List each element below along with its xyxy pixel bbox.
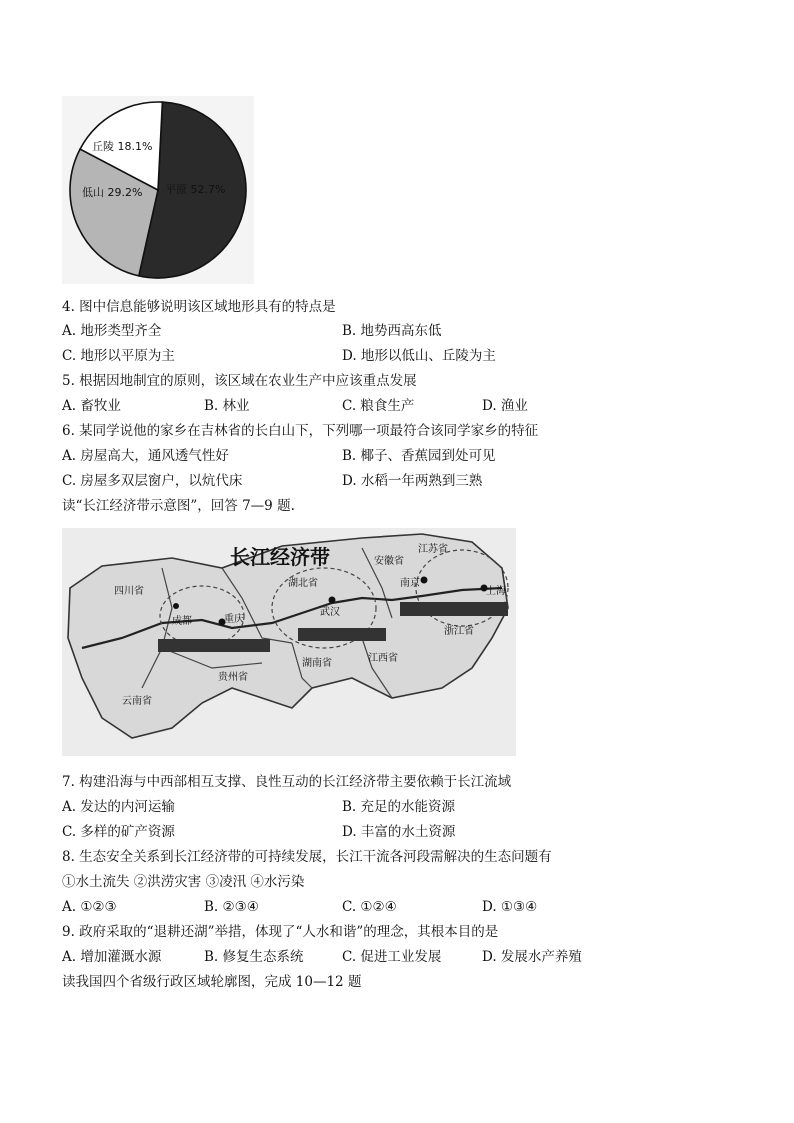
belt-bar-middle [298, 628, 386, 641]
label-jiangsu: 江苏省 [418, 544, 448, 555]
label-anhui: 安徽省 [374, 556, 404, 567]
nanjing-marker [421, 577, 428, 584]
q9-option-c: C. 促进工业发展 [342, 949, 442, 965]
label-jiangxi: 江西省 [368, 653, 398, 664]
q6-option-a: A. 房屋高大，通风透气性好 [62, 448, 229, 464]
intro-questions-7-9: 读“长江经济带示意图”，回答 7—9 题. [62, 498, 295, 514]
q5-option-a: A. 畜牧业 [62, 398, 121, 414]
q8-option-b: B. ②③④ [204, 899, 259, 915]
label-wuhan: 武汉 [320, 607, 340, 618]
q8-items: ①水土流失 ②洪涝灾害 ③凌汛 ④水污染 [62, 874, 305, 890]
q7-option-d: D. 丰富的水土资源 [342, 824, 456, 840]
pie-label-plain: 平原 52.7% [165, 183, 226, 196]
q4-option-a: A. 地形类型齐全 [62, 323, 162, 339]
belt-bar-east [400, 602, 508, 616]
label-sichuan: 四川省 [114, 586, 144, 597]
yangtze-economic-belt-map [62, 528, 516, 756]
q9-option-b: B. 修复生态系统 [204, 949, 304, 965]
label-chongqing: 重庆 [224, 614, 244, 625]
label-zhejiang: 浙江省 [444, 626, 474, 637]
q9-option-a: A. 增加灌溉水源 [62, 949, 162, 965]
q7-option-a: A. 发达的内河运输 [62, 799, 175, 815]
q8-option-d: D. ①③④ [482, 899, 538, 915]
pie-label-hill: 丘陵 18.1% [92, 140, 153, 153]
q5-option-c: C. 粮食生产 [342, 398, 415, 414]
label-chengdu: 成都 [172, 616, 192, 627]
label-nanjing: 南京 [400, 578, 420, 589]
map-svg [62, 528, 516, 756]
question-5-stem: 5. 根据因地制宜的原则，该区域在农业生产中应该重点发展 [62, 373, 417, 389]
question-7-stem: 7. 构建沿海与中西部相互支撑、良性互动的长江经济带主要依赖于长江流域 [62, 774, 512, 790]
question-6-stem: 6. 某同学说他的家乡在吉林省的长白山下，下列哪一项最符合该同学家乡的特征 [62, 423, 539, 439]
label-guizhou: 贵州省 [218, 672, 248, 683]
pie-chart-figure [62, 96, 254, 284]
label-hunan: 湖南省 [302, 658, 332, 669]
wuhan-marker [329, 597, 336, 604]
q9-option-d: D. 发展水产养殖 [482, 949, 582, 965]
q5-option-b: B. 林业 [204, 398, 250, 414]
q6-option-d: D. 水稻一年两熟到三熟 [342, 473, 483, 489]
label-shanghai: 上海 [486, 586, 506, 597]
belt-bar-west [158, 639, 270, 652]
label-hubei: 湖北省 [288, 578, 318, 589]
q7-option-b: B. 充足的水能资源 [342, 799, 456, 815]
q4-option-d: D. 地形以低山、丘陵为主 [342, 348, 496, 364]
terrain-pie-chart [62, 96, 254, 284]
map-title: 长江经济带 [230, 545, 330, 569]
question-8-stem: 8. 生态安全关系到长江经济带的可持续发展，长江干流各河段需解决的生态问题有 [62, 849, 552, 865]
q8-option-c: C. ①②④ [342, 899, 397, 915]
intro-questions-10-12: 读我国四个省级行政区域轮廓图，完成 10—12 题 [62, 974, 362, 990]
q4-option-b: B. 地势西高东低 [342, 323, 442, 339]
q6-option-c: C. 房屋多双层窗户，以炕代床 [62, 473, 243, 489]
q6-option-b: B. 椰子、香蕉园到处可见 [342, 448, 496, 464]
q4-option-c: C. 地形以平原为主 [62, 348, 175, 364]
label-yunnan: 云南省 [122, 696, 152, 707]
q5-option-d: D. 渔业 [482, 398, 528, 414]
pie-label-lowmountain: 低山 29.2% [82, 186, 143, 199]
question-9-stem: 9. 政府采取的“退耕还湖”举措，体现了“人水和谐”的理念，其根本目的是 [62, 924, 499, 940]
question-4-stem: 4. 图中信息能够说明该区域地形具有的特点是 [62, 299, 336, 315]
q8-option-a: A. ①②③ [62, 899, 117, 915]
chengdu-marker [173, 603, 179, 609]
q7-option-c: C. 多样的矿产资源 [62, 824, 175, 840]
